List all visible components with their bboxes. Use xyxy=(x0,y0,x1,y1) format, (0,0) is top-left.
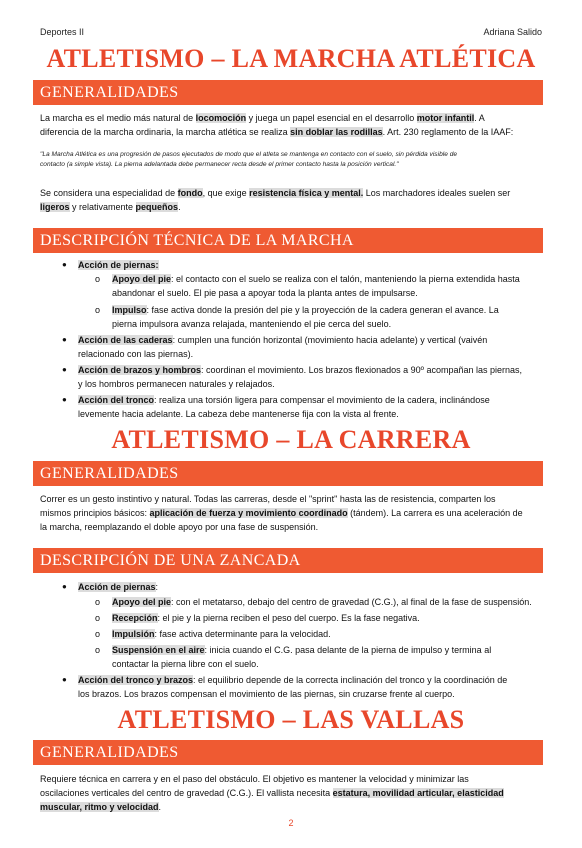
header-author: Adriana Salido xyxy=(483,27,542,37)
section-descripcion-zancada: DESCRIPCIÓN DE UNA ZANCADA xyxy=(33,548,543,573)
marcha-apoyo-item: Apoyo del pie: el contacto con el suelo se realiza con el talón, manteniendo la pierna extendida hasta abandonar el suelo. El pie pasa a apoyar toda la planta antes de impulsarse. xyxy=(112,274,520,299)
marcha-paragraph-1: La marcha es el medio más natural de locomoción y juega un papel esencial en el desarrollo motor infantil. A diferencia de la marcha ordinaria, la marcha atlética se realiza sin doblar las rodillas. Art. 230 reglamento de la IAAF: xyxy=(40,113,514,138)
header-course: Deportes II xyxy=(40,27,85,37)
carrera-piernas-item: Acción de piernas: xyxy=(78,582,159,592)
title-vallas: ATLETISMO – LAS VALLAS xyxy=(117,705,465,734)
bullet-icon: ● xyxy=(62,395,67,404)
bullet-icon: ● xyxy=(62,260,67,269)
marcha-brazos-item: Acción de brazos y hombros: coordinan el movimiento. Los brazos flexionados a 90º acompañan las piernas, y los hombros permanecen naturales y relajados. xyxy=(78,365,523,390)
title-marcha: ATLETISMO – LA MARCHA ATLÉTICA xyxy=(46,44,536,73)
marcha-caderas-item: Acción de las caderas: cumplen una función horizontal (movimiento hacia adelante) y vertical (vaivén relacionado con las piernas). xyxy=(78,335,488,360)
section-generalidades-1: GENERALIDADES xyxy=(33,80,543,105)
carrera-paragraph: Correr es un gesto instintivo y natural. Todas las carreras, desde el "sprint" hasta las de resistencia, comparten los mismos principios básicos: aplicación de fuerza y movimiento coordinado (tándem). La carrera es una aceleración de la marcha, reemplazando el doble apoyo por una fase de suspensión. xyxy=(40,494,523,533)
section-generalidades-3: GENERALIDADES xyxy=(33,740,543,765)
section-generalidades-2: GENERALIDADES xyxy=(33,461,543,486)
carrera-apoyo-item: Apoyo del pie: con el metatarso, debajo del centro de gravedad (C.G.), al final de la fase de suspensión. xyxy=(112,597,532,607)
section-descripcion-marcha: DESCRIPCIÓN TÉCNICA DE LA MARCHA xyxy=(33,228,543,253)
circle-bullet-icon: o xyxy=(95,613,101,623)
bullet-icon: ● xyxy=(62,675,67,684)
bullet-icon: ● xyxy=(62,365,67,374)
circle-bullet-icon: o xyxy=(95,597,101,607)
circle-bullet-icon: o xyxy=(95,629,101,639)
carrera-impulsion-item: Impulsión: fase activa determinante para la velocidad. xyxy=(112,629,331,639)
page-number: 2 xyxy=(288,818,294,828)
marcha-tronco-item: Acción del tronco: realiza una torsión ligera para compensar el movimiento de la cadera, inclinándose levemente hacia adelante. La cabeza debe mantenerse fija con la vista al frente. xyxy=(78,395,490,420)
marcha-piernas-item: Acción de piernas: xyxy=(78,260,159,270)
carrera-tronco-item: Acción del tronco y brazos: el equilibrio depende de la correcta inclinación del tronco y la coordinación de los brazos. Los brazos compensan el movimiento de las piernas, sin cruzarse frente al cuerpo. xyxy=(78,675,508,700)
circle-bullet-icon: o xyxy=(95,274,101,284)
carrera-recepcion-item: Recepción: el pie y la pierna reciben el peso del cuerpo. Es la fase negativa. xyxy=(112,613,420,623)
marcha-impulso-item: Impulso: fase activa donde la presión del pie y la proyección de la cadera generan el avance. La pierna impulsora avanza relajada, manteniendo el pie cerca del suelo. xyxy=(112,305,499,330)
marcha-paragraph-2: Se considera una especialidad de fondo, que exige resistencia física y mental. Los marchadores ideales suelen ser ligeros y relativamente pequeños. xyxy=(40,188,511,213)
bullet-icon: ● xyxy=(62,335,67,344)
bullet-icon: ● xyxy=(62,582,67,591)
iaaf-quote: "La Marcha Atlética es una progresión de pasos ejecutados de modo que el atleta se mantenga en contacto con el suelo, sin pérdida visible de contacto (a simple vista). La pierna adelantada debe permanecer recta desde el primer contacto hasta la posición vertical." xyxy=(40,151,458,169)
carrera-suspension-item: Suspensión en el aire: inicia cuando el C.G. pasa delante de la pierna de impulso y termina al contactar la pierna libre con el suelo. xyxy=(112,645,492,670)
circle-bullet-icon: o xyxy=(95,645,101,655)
vallas-paragraph: Requiere técnica en carrera y en el paso del obstáculo. El objetivo es mantener la velocidad y minimizar las oscilaciones verticales del centro de gravedad (C.G.). El vallista necesita estatura, movilidad articular, elasticidad muscular, ritmo y velocidad. xyxy=(40,774,504,813)
title-carrera: ATLETISMO – LA CARRERA xyxy=(111,425,471,454)
circle-bullet-icon: o xyxy=(95,305,101,315)
